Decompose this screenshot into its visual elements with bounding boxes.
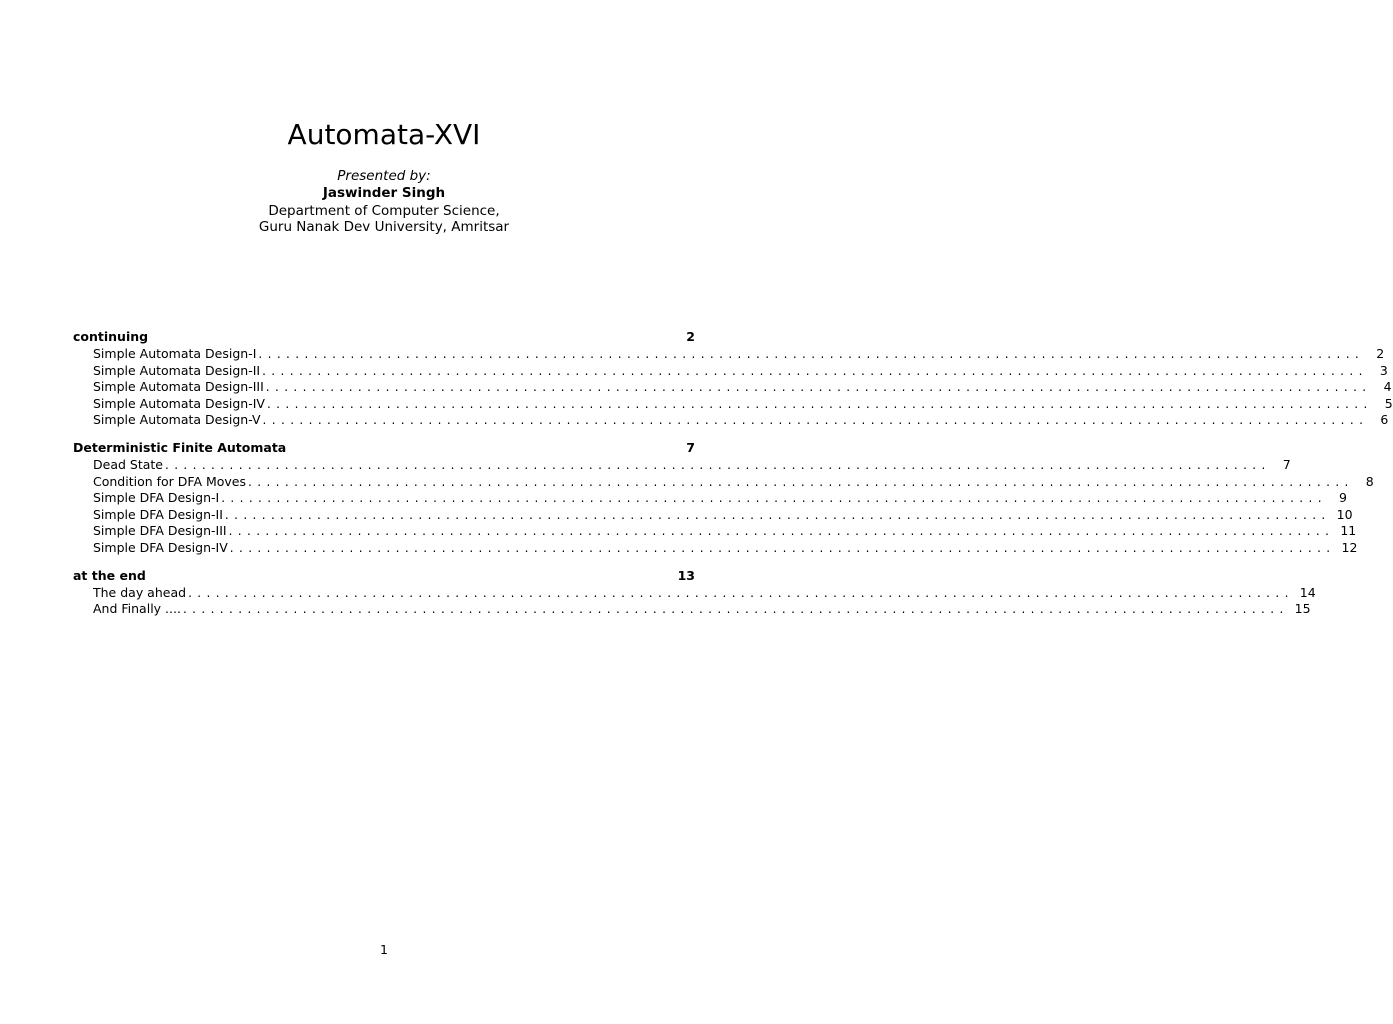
dot-leader: ........................................................................................................................ <box>182 602 1289 617</box>
toc-entry-page: 3 <box>1379 362 1388 378</box>
toc-section-page: 7 <box>686 439 695 455</box>
toc-entry-page: 9 <box>1338 490 1347 506</box>
toc-section-heading[interactable] <box>73 440 695 457</box>
toc-entry-label: Simple DFA Design-IV <box>93 539 228 555</box>
dot-leader: ........................................................................................................................ <box>228 524 1335 539</box>
toc-entry[interactable] <box>73 395 1393 413</box>
toc-entry-label: Simple Automata Design-II <box>93 362 261 378</box>
toc-section-title: at the end <box>73 567 146 583</box>
toc-entry-label: Simple Automata Design-IV <box>93 395 265 411</box>
toc-entry[interactable] <box>73 601 1311 618</box>
toc-section-heading[interactable] <box>73 329 695 346</box>
toc-entry-page: 15 <box>1294 601 1311 617</box>
toc-entry-label: Simple Automata Design-V <box>93 412 261 428</box>
toc-entry-label: The day ahead <box>93 584 187 600</box>
toc-entry[interactable] <box>73 523 1357 540</box>
toc-entry-label: Condition for DFA Moves <box>93 473 247 489</box>
dot-leader: ........................................................................................................................ <box>258 347 1365 361</box>
toc-entry-label: Simple DFA Design-III <box>93 523 227 539</box>
author-name: Jaswinder Singh <box>322 185 446 201</box>
dot-leader: ........................................................................................................................ <box>265 380 1372 395</box>
toc-section-title: continuing <box>73 329 149 344</box>
toc-entry-label: Dead State <box>93 456 163 472</box>
toc-entry-label: And Finally .... <box>93 601 181 617</box>
toc-section-title: Deterministic Finite Automata <box>73 439 287 455</box>
dot-leader: ........................................................................................................................ <box>262 363 1368 378</box>
toc-section-page: 2 <box>686 329 695 344</box>
toc-entry[interactable] <box>73 362 1388 380</box>
toc-entry-label: Simple DFA Design-II <box>93 506 223 522</box>
document-title: Automata-XVI <box>287 118 481 151</box>
toc-entry-page: 10 <box>1336 506 1353 522</box>
toc-entry-label: Simple DFA Design-I <box>93 490 220 506</box>
university-line: Guru Nanak Dev University, Amritsar <box>258 219 510 235</box>
toc-entry-page: 14 <box>1299 584 1316 600</box>
toc-section <box>73 329 1393 429</box>
table-of-contents <box>73 329 1393 629</box>
dot-leader: ........................................................................................................................ <box>224 507 1331 522</box>
toc-section <box>73 439 1374 557</box>
toc-entry-page: 4 <box>1383 379 1392 395</box>
toc-entry-page: 6 <box>1380 412 1389 428</box>
presented-by-label: Presented by: <box>337 168 431 184</box>
dot-leader: ........................................................................................................................ <box>262 413 1369 428</box>
toc-section <box>73 567 1316 618</box>
toc-entry[interactable] <box>73 506 1353 524</box>
toc-entry-page: 11 <box>1340 523 1357 539</box>
toc-entry[interactable] <box>73 412 1389 429</box>
toc-entry-page: 7 <box>1282 456 1291 472</box>
toc-entry[interactable] <box>73 584 1316 602</box>
toc-entry[interactable] <box>73 379 1392 396</box>
toc-entry[interactable] <box>73 473 1374 491</box>
toc-entry[interactable] <box>73 539 1358 557</box>
dot-leader: ........................................................................................................................ <box>266 396 1373 411</box>
toc-entry-page: 5 <box>1384 395 1393 411</box>
toc-section-heading[interactable] <box>73 568 695 585</box>
toc-entry-label: Simple Automata Design-I <box>93 346 257 361</box>
dot-leader: ........................................................................................................................ <box>164 457 1271 472</box>
toc-entry-label: Simple Automata Design-III <box>93 379 264 395</box>
toc-entry-page: 12 <box>1341 539 1358 555</box>
page-number: 1 <box>380 942 388 957</box>
toc-section-page: 13 <box>677 567 695 583</box>
toc-entry-page: 8 <box>1365 473 1374 489</box>
toc-entry[interactable] <box>73 346 1385 363</box>
dot-leader: ........................................................................................................................ <box>229 540 1336 555</box>
dot-leader: ........................................................................................................................ <box>248 474 1354 489</box>
dot-leader: ........................................................................................................................ <box>188 585 1294 600</box>
toc-entry[interactable] <box>73 456 1291 474</box>
toc-entry[interactable] <box>73 490 1347 507</box>
dot-leader: ........................................................................................................................ <box>221 491 1327 506</box>
toc-entry-page: 2 <box>1376 346 1385 361</box>
department-line: Department of Computer Science, <box>268 203 500 219</box>
